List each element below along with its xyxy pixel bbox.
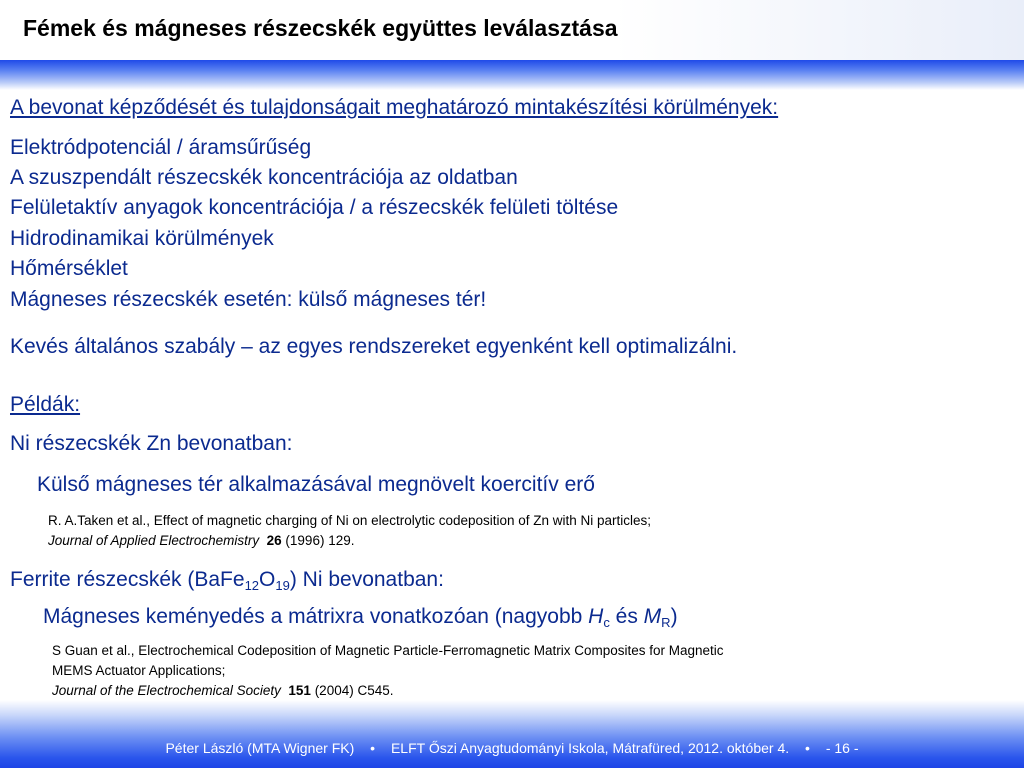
examples-label: Példák: [10,393,81,416]
condition-item: Elektródpotenciál / áramsűrűség [10,136,312,159]
top-gradient-bar [0,60,1024,90]
journal-name: Journal of Applied Electrochemistry [48,533,260,548]
journal-name: Journal of the Electrochemical Society [52,683,281,698]
bottom-gradient-bar [0,700,1024,768]
condition-item: Hőmérséklet [10,257,128,280]
page-number: - 16 - [825,740,859,756]
slide-title: Fémek és mágneses részecskék együttes leválasztása [23,15,618,41]
example1-reference-line2 [48,533,354,548]
example1-detail: Külső mágneses tér alkalmazásával megnövelt koercitív erő [37,473,595,496]
example1-reference-line1: R. A.Taken et al., Effect of magnetic charging of Ni on electrolytic codeposition of Zn with Ni particles; [48,513,652,528]
footer-separator: • [805,740,810,756]
example2-detail: Mágneses keményedés a mátrixra vonatkozóan (nagyobb $H_c$ és $M_R$) [43,605,678,630]
condition-item: Felületaktív anyagok koncentrációja / a részecskék felületi töltése [10,196,619,219]
condition-item: A szuszpendált részecskék koncentrációja az oldatban [10,166,518,189]
example1-heading: Ni részecskék Zn bevonatban: [10,432,293,455]
footer-separator: • [370,740,376,756]
example2-reference-line3 [52,683,394,698]
journal-year-page: (2004) C545. [314,683,394,698]
journal-volume: 26 [266,533,282,548]
footer [0,740,1024,756]
example2-heading: Ferrite részecskék $(BaFe_{12}O_{19})$ Ni bevonatban: [10,568,444,593]
footer-event: ELFT Őszi Anyagtudományi Iskola, Mátrafüred, 2012. október 4. [390,740,790,756]
journal-year-page: (1996) 129. [285,533,355,548]
condition-item: Hidrodinamikai körülmények [10,227,274,250]
header [0,0,1024,60]
condition-item: Mágneses részecskék esetén: külső mágneses tér! [10,288,487,311]
intro-heading: A bevonat képződését és tulajdonságait meghatározó mintakészítési körülmények: [10,96,779,119]
summary-text: Kevés általános szabály – az egyes rendszereket egyenként kell optimalizálni. [10,335,738,358]
footer-author: Péter László (MTA Wigner FK) [165,740,355,756]
example2-reference-line1: S Guan et al., Electrochemical Codeposition of Magnetic Particle-Ferromagnetic Matrix Composites for Magnetic [52,643,724,658]
example2-reference-line2: MEMS Actuator Applications; [52,663,226,678]
journal-volume: 151 [288,683,311,698]
